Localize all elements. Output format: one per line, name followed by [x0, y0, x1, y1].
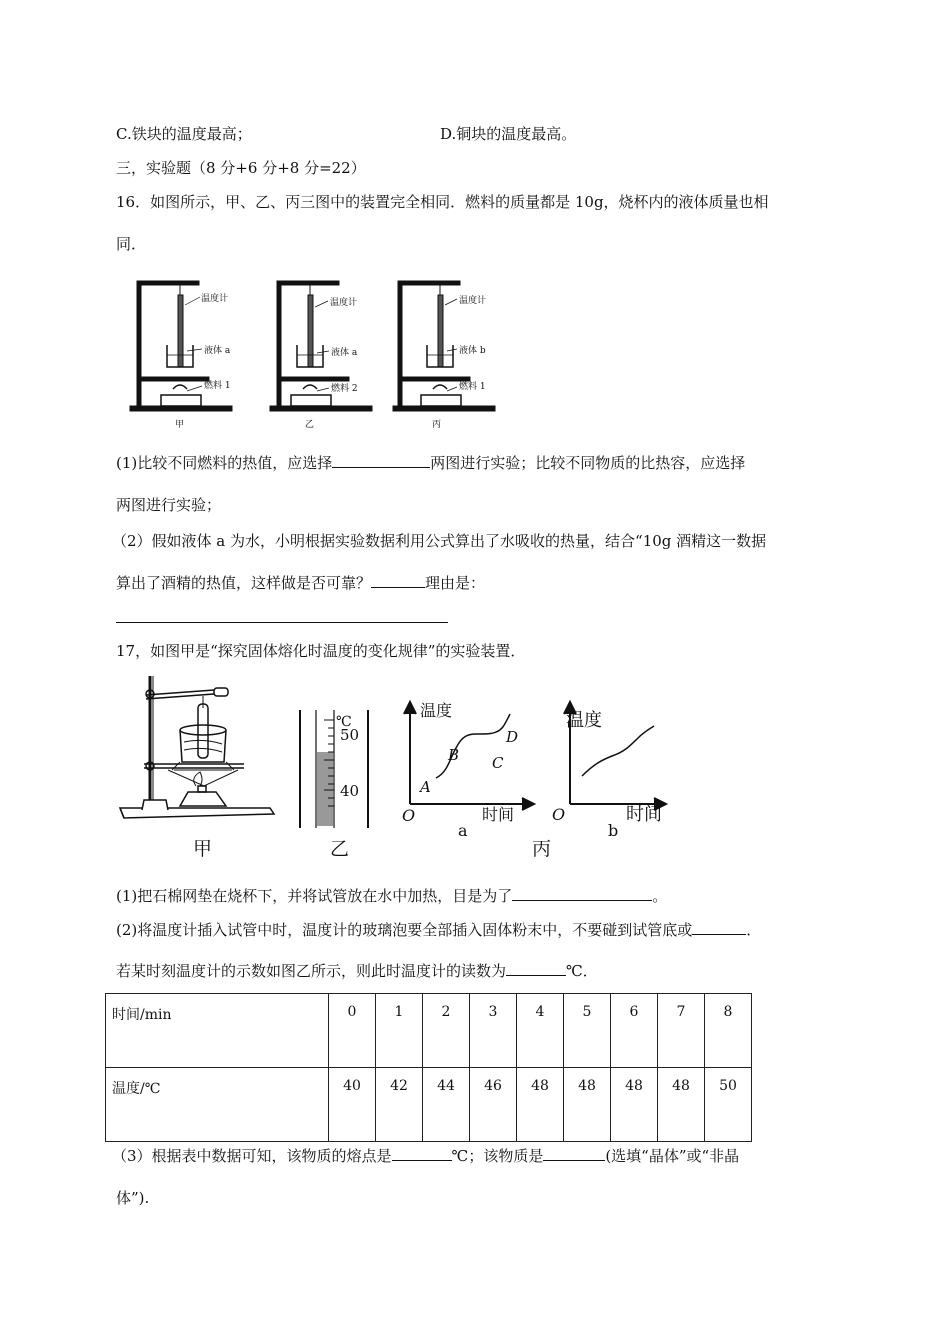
table-header-time: 时间/min: [106, 994, 329, 1068]
fig16-yi-liquid-label: 液体 a: [331, 348, 358, 358]
thermometer-tick-50: 50: [340, 726, 360, 744]
q16-stem-line2: 同．: [116, 235, 147, 253]
q16-p2-text-c: 理由是：: [425, 574, 486, 592]
q16-stem-line1: 16．如图所示，甲、乙、丙三图中的装置完全相同．燃料的质量都是 10g，烧杯内的液体质量也相: [116, 193, 769, 211]
graph-a-point-C: C: [492, 754, 504, 772]
q17-p3-text-c: (选填“晶体”或“非晶: [605, 1147, 740, 1165]
fig16-bing-fuel-label: 燃料 1: [459, 382, 486, 392]
fig16-yi-fuel-label: 燃料 2: [331, 384, 358, 394]
thermometer-unit: ℃: [336, 714, 352, 730]
table-cell: 42: [376, 1068, 423, 1142]
graph-a-point-D: D: [506, 728, 519, 746]
section-title: 三，实验题（8 分+6 分+8 分=22）: [116, 159, 366, 177]
table-cell: 48: [658, 1068, 705, 1142]
q17-p1-text-a: (1)把石棉网垫在烧杯下，并将试管放在水中加热，目是为了: [116, 887, 513, 905]
q16-p1-text-b: 两图进行实验；比较不同物质的比热容，应选择: [430, 454, 746, 472]
graph-b-origin: O: [552, 805, 566, 824]
table-cell: 4: [517, 994, 564, 1068]
q16-part1-line2: 两图进行实验；: [116, 496, 222, 514]
q16-part2-line1: （2）假如液体 a 为水，小明根据实验数据利用公式算出了水吸收的热量，结合“10g 酒精这一数据: [112, 532, 767, 550]
table-cell: 2: [423, 994, 470, 1068]
graph-b-ylabel: 温度: [566, 710, 602, 731]
q17-p2-text-b: ．: [746, 921, 762, 939]
q17-part3-line1: [112, 1145, 739, 1166]
q17-p1-blank[interactable]: [512, 886, 652, 901]
fig16-yi-caption: 乙: [305, 420, 315, 430]
q16-reason-blank-line[interactable]: [116, 622, 448, 623]
option-d: D.铜块的温度最高。: [440, 125, 577, 143]
time-temperature-table: [105, 993, 752, 1142]
q16-part2-line2: [116, 572, 485, 593]
fig16-yi-thermo-label: 温度计: [330, 298, 358, 308]
melting-apparatus-drawing: [120, 676, 274, 818]
q17-part2-line2: [116, 960, 598, 981]
q17-experiment-figure: [118, 668, 680, 860]
q17-p1-text-b: 。: [652, 887, 668, 905]
fig16-jia-liquid-label: 液体 a: [204, 346, 231, 356]
fig16-bing-caption: 丙: [432, 420, 442, 430]
q17-stem: 17，如图甲是“探究固体熔化时温度的变化规律”的实验装置．: [116, 642, 526, 660]
q17-p2-blank-reading[interactable]: [506, 961, 566, 976]
graph-a-xlabel: 时间: [482, 805, 515, 824]
q17-p2-text-d: ℃．: [566, 962, 598, 980]
thermometer-tick-40: 40: [340, 782, 360, 800]
fig17-yi-caption: 乙: [330, 838, 350, 860]
graph-b-curve: [582, 726, 654, 776]
table-cell: 0: [329, 994, 376, 1068]
q16-p1-text-a: (1)比较不同燃料的热值，应选择: [116, 454, 333, 472]
graph-b-xlabel: 时间: [626, 804, 662, 825]
fig16-jia-thermo-label: 温度计: [201, 294, 229, 304]
graph-a-ylabel: 温度: [420, 701, 453, 720]
fig16-jia-fuel-label: 燃料 1: [204, 381, 231, 391]
q17-p2-text-c: 若某时刻温度计的示数如图乙所示，则此时温度计的读数为: [116, 962, 507, 980]
q17-p3-blank-melting-point[interactable]: [392, 1146, 452, 1161]
q17-p3-blank-type[interactable]: [543, 1146, 605, 1161]
q17-p3-text-a: （3）根据表中数据可知，该物质的熔点是: [112, 1147, 392, 1165]
table-cell: 8: [705, 994, 752, 1068]
q17-p2-blank-1[interactable]: [692, 920, 746, 935]
table-row-temperature: [106, 1068, 752, 1142]
graph-a-point-A: A: [420, 778, 431, 796]
fig16-jia-caption: 甲: [175, 420, 185, 430]
q17-part1: [116, 885, 667, 906]
table-cell: 1: [376, 994, 423, 1068]
table-header-temperature: 温度/℃: [106, 1068, 329, 1142]
table-cell: 7: [658, 994, 705, 1068]
table-cell: 46: [470, 1068, 517, 1142]
table-cell: 6: [611, 994, 658, 1068]
table-cell: 48: [517, 1068, 564, 1142]
q16-p2-blank-reliable[interactable]: [371, 573, 425, 588]
graph-a-origin: O: [402, 806, 416, 825]
graph-a-tag: a: [458, 821, 468, 840]
table-row-time: [106, 994, 752, 1068]
table-cell: 3: [470, 994, 517, 1068]
graph-b-tag: b: [608, 821, 619, 840]
table-cell: 40: [329, 1068, 376, 1142]
q17-p3-text-b: ℃；该物质是: [451, 1147, 544, 1165]
table-cell: 50: [705, 1068, 752, 1142]
table-cell: 44: [423, 1068, 470, 1142]
table-cell: 48: [564, 1068, 611, 1142]
table-cell: 48: [611, 1068, 658, 1142]
table-cell: 5: [564, 994, 611, 1068]
fig16-bing-liquid-label: 液体 b: [459, 346, 486, 356]
q16-p1-blank-1[interactable]: [332, 453, 430, 468]
q17-p2-text-a: (2)将温度计插入试管中时，温度计的玻璃泡要全部插入固体粉末中，不要碰到试管底或: [116, 921, 693, 939]
q17-part2-line1: [116, 919, 761, 940]
fig16-bing-thermo-label: 温度计: [459, 296, 487, 306]
fig17-jia-caption: 甲: [193, 838, 213, 860]
q16-p2-text-b: 算出了酒精的热值，这样做是否可靠？: [116, 574, 372, 592]
option-c: C.铁块的温度最高；: [116, 125, 252, 143]
fig17-bing-caption: 丙: [532, 838, 552, 860]
graph-a-point-B: B: [448, 746, 460, 764]
q16-part1-line1: [116, 452, 745, 473]
q16-apparatus-figure: [125, 275, 515, 430]
q17-part3-line2: 体”).: [116, 1189, 150, 1207]
